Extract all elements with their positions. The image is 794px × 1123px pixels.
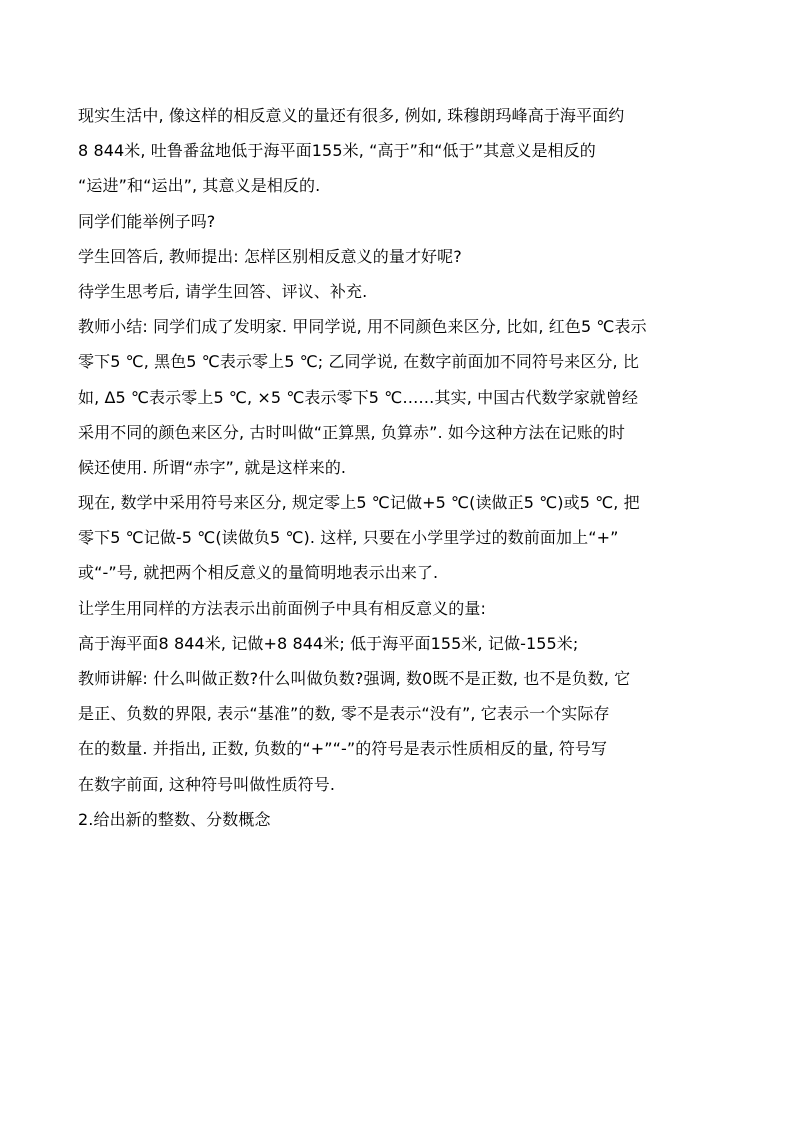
text-line: 学生回答后, 教师提出: 怎样区别相反意义的量才好呢?: [78, 246, 462, 266]
text-line: 现在, 数学中采用符号来区分, 规定零上5 ℃记做+5 ℃(读做正5 ℃)或5 ℃, 把: [78, 493, 640, 513]
text-line: 零下5 ℃, 黑色5 ℃表示零上5 ℃; 乙同学说, 在数字前面加不同符号来区分, 比: [78, 352, 639, 372]
text-line: 零下5 ℃记做-5 ℃(读做负5 ℃). 这样, 只要在小学里学过的数前面加上“+”: [78, 528, 619, 548]
text-line: 同学们能举例子吗?: [78, 211, 216, 231]
text-line: 现实生活中, 像这样的相反意义的量还有很多, 例如, 珠穆朗玛峰高于海平面约: [78, 106, 625, 125]
text-line: 是正、负数的界限, 表示“基准”的数, 零不是表示“没有”, 它表示一个实际存: [78, 704, 610, 724]
document-body: [78, 98, 728, 837]
text-line: “运进”和“运出”, 其意义是相反的.: [78, 176, 321, 196]
text-line: 在的数量. 并指出, 正数, 负数的“+”“-”的符号是表示性质相反的量, 符号写: [78, 739, 608, 759]
text-line: 待学生思考后, 请学生回答、评议、补充.: [78, 281, 368, 301]
text-line: 或“-”号, 就把两个相反意义的量简明地表示出来了.: [78, 563, 439, 583]
text-line: 教师讲解: 什么叫做正数?什么叫做负数?强调, 数0既不是正数, 也不是负数, 它: [78, 669, 631, 688]
text-line: 让学生用同样的方法表示出前面例子中具有相反意义的量:: [78, 598, 486, 618]
text-line: 教师小结: 同学们成了发明家. 甲同学说, 用不同颜色来区分, 比如, 红色5 ℃表示: [78, 317, 647, 337]
section-heading: 2.给出新的整数、分数概念: [78, 809, 271, 829]
text-line: 8 844米, 吐鲁番盆地低于海平面155米, “高于”和“低于”其意义是相反的: [78, 141, 596, 161]
text-line: 在数字前面, 这种符号叫做性质符号.: [78, 774, 336, 794]
text-line: 候还使用. 所谓“赤字”, 就是这样来的.: [78, 457, 347, 477]
text-line: 如, Δ5 ℃表示零上5 ℃, ×5 ℃表示零下5 ℃……其实, 中国古代数学家就曾经: [78, 387, 639, 407]
text-line: 采用不同的颜色来区分, 古时叫做“正算黑, 负算赤”. 如今这种方法在记账的时: [78, 422, 625, 442]
text-line: 高于海平面8 844米, 记做+8 844米; 低于海平面155米, 记做-155米;: [78, 633, 579, 653]
